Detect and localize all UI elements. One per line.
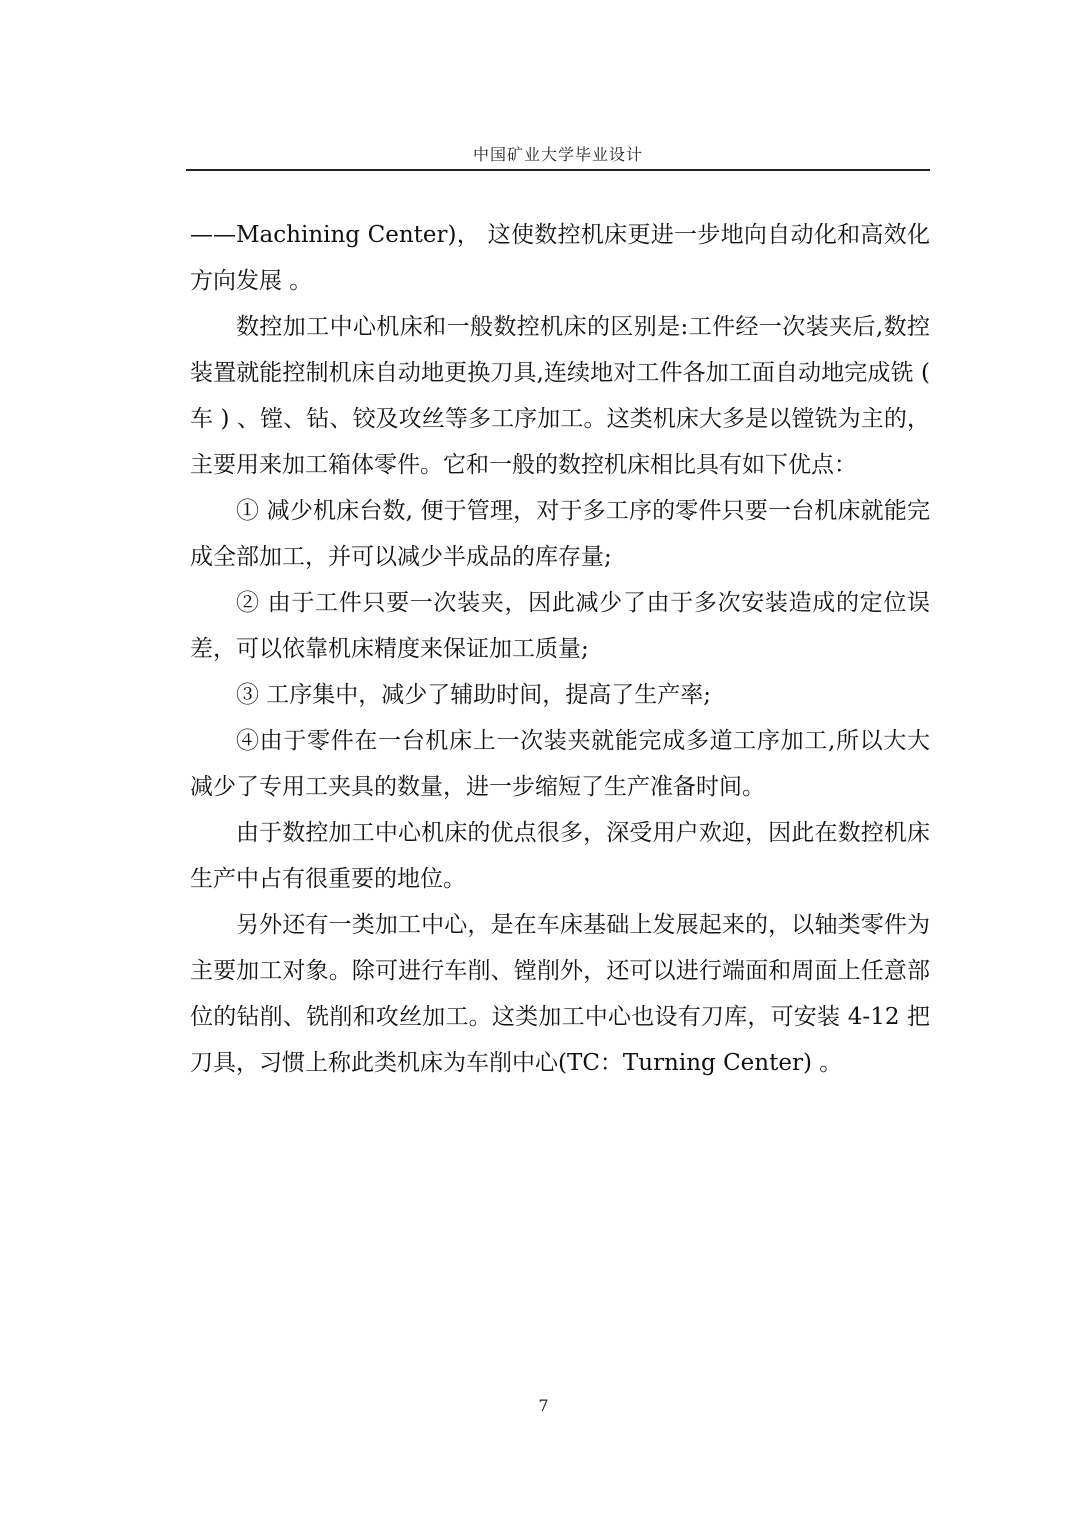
paragraph-advantage-2: ② 由于工件只要一次装夹，因此减少了由于多次安装造成的定位误差，可以依靠机床精度来保证加工质量; <box>190 590 930 662</box>
paragraph-continuation: ——Machining Center)， 这使数控机床更进一步地向自动化和高效化方向发展 。 <box>190 222 930 294</box>
paragraph-advantage-3: ③ 工序集中，减少了辅助时间，提高了生产率; <box>236 682 712 708</box>
paragraph-comparison: 数控加工中心机床和一般数控机床的区别是:工件经一次装夹后,数控装置就能控制机床自动地更换刀具,连续地对工件各加工面自动地完成铣 ( 车 ) 、镗、钻、铰及攻丝等多工序加工。这类机床大多是以镗铣为主的，主要用来加工箱体零件。它和一般的数控机床相比具有如下优点： <box>190 314 930 478</box>
header-title: 中国矿业大学毕业设计 <box>472 145 643 164</box>
paragraph-advantage-4: ④由于零件在一台机床上一次装夹就能完成多道工序加工,所以大大减少了专用工夹具的数量，进一步缩短了生产准备时间。 <box>190 728 930 800</box>
paragraph-popularity: 由于数控加工中心机床的优点很多，深受用户欢迎，因此在数控机床生产中占有很重要的地位。 <box>190 820 930 892</box>
paragraph-turning-center: 另外还有一类加工中心，是在车床基础上发展起来的，以轴类零件为主要加工对象。除可进行车削、镗削外，还可以进行端面和周面上任意部位的钻削、铣削和攻丝加工。这类加工中心也设有刀库，可安装 4-12 把刀具，习惯上称此类机床为车削中心(TC：Turning Center) 。 <box>190 912 930 1076</box>
page-number: 7 <box>538 1396 549 1415</box>
document-body <box>190 212 930 1086</box>
page-header <box>186 141 930 171</box>
paragraph-advantage-1: ① 减少机床台数, 便于管理，对于多工序的零件只要一台机床就能完成全部加工，并可以减少半成品的库存量; <box>190 498 930 570</box>
